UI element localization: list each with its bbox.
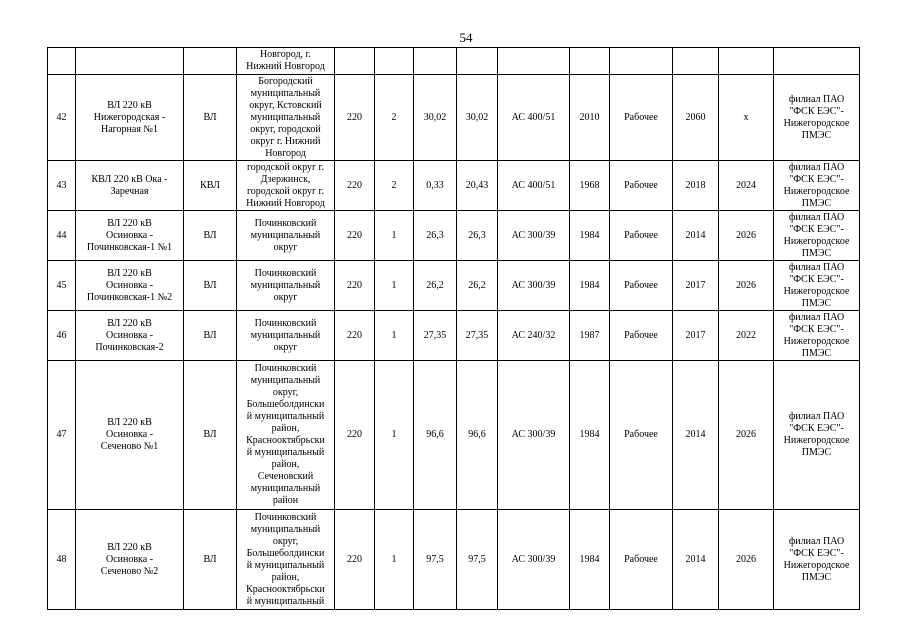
cell-type [184,48,237,75]
cell-circuits: 1 [375,510,414,610]
cell-length-1: 97,5 [414,510,457,610]
cell-voltage: 220 [335,311,375,361]
cell-wire-grade: АС 400/51 [498,75,570,161]
cell-line-name: КВЛ 220 кВ Ока - Заречная [76,161,184,211]
cell-length-2 [457,48,498,75]
cell-circuits: 1 [375,361,414,510]
cell-number: 44 [48,211,76,261]
cell-year-built: 1968 [570,161,610,211]
cell-voltage: 220 [335,261,375,311]
cell-length-1: 30,02 [414,75,457,161]
cell-status [610,48,673,75]
cell-wire-grade: АС 300/39 [498,510,570,610]
cell-line-name: ВЛ 220 кВ Осиновка - Починковская-1 №2 [76,261,184,311]
cell-year-2: 2014 [673,211,719,261]
cell-length-2: 27,35 [457,311,498,361]
cell-line-name: ВЛ 220 кВ Осиновка - Починковская-2 [76,311,184,361]
data-table [47,47,860,610]
cell-length-2: 96,6 [457,361,498,510]
cell-number: 45 [48,261,76,311]
table-row [48,311,860,361]
cell-type: ВЛ [184,75,237,161]
cell-year-2: 2060 [673,75,719,161]
cell-voltage: 220 [335,361,375,510]
cell-voltage: 220 [335,161,375,211]
cell-territory: Починковский муниципальный округ, Большеболдински й муниципальный район, Краснооктябрьски й муниципальный [237,510,335,610]
table-row [48,361,860,510]
cell-year-built: 1984 [570,261,610,311]
cell-type: ВЛ [184,361,237,510]
cell-status: Рабочее [610,261,673,311]
cell-voltage [335,48,375,75]
cell-length-2: 97,5 [457,510,498,610]
cell-line-name: ВЛ 220 кВ Осиновка - Сеченово №2 [76,510,184,610]
cell-owner: филиал ПАО "ФСК ЕЭС"- Нижегородское ПМЭС [774,361,860,510]
cell-number: 42 [48,75,76,161]
cell-length-1: 96,6 [414,361,457,510]
cell-year-built: 1984 [570,510,610,610]
cell-owner: филиал ПАО "ФСК ЕЭС"- Нижегородское ПМЭС [774,510,860,610]
cell-number: 47 [48,361,76,510]
cell-length-2: 20,43 [457,161,498,211]
cell-type: ВЛ [184,311,237,361]
cell-status: Рабочее [610,211,673,261]
cell-year-2: 2014 [673,361,719,510]
cell-owner [774,48,860,75]
table-row [48,161,860,211]
cell-line-name [76,48,184,75]
cell-year-2: 2018 [673,161,719,211]
cell-year-built: 1984 [570,361,610,510]
cell-status: Рабочее [610,75,673,161]
cell-year-3: 2026 [719,510,774,610]
table-row [48,261,860,311]
cell-circuits: 2 [375,161,414,211]
cell-circuits: 1 [375,211,414,261]
cell-owner: филиал ПАО "ФСК ЕЭС"- Нижегородское ПМЭС [774,261,860,311]
cell-year-3 [719,48,774,75]
cell-year-3: х [719,75,774,161]
cell-type: КВЛ [184,161,237,211]
cell-territory: Богородский муниципальный округ, Кстовский муниципальный округ, городской округ г. Нижний Новгород [237,75,335,161]
page-number: 54 [459,30,473,45]
table-row [48,211,860,261]
cell-line-name: ВЛ 220 кВ Нижегородская - Нагорная №1 [76,75,184,161]
cell-year-3: 2026 [719,211,774,261]
table-row [48,75,860,161]
cell-territory: Новгород, г. Нижний Новгород [237,48,335,75]
cell-type: ВЛ [184,211,237,261]
cell-wire-grade: АС 300/39 [498,211,570,261]
cell-year-3: 2024 [719,161,774,211]
cell-type: ВЛ [184,261,237,311]
cell-year-2 [673,48,719,75]
cell-voltage: 220 [335,211,375,261]
cell-year-built: 2010 [570,75,610,161]
cell-year-2: 2017 [673,261,719,311]
cell-territory: Починковский муниципальный округ [237,211,335,261]
cell-number: 46 [48,311,76,361]
cell-territory: Починковский муниципальный округ, Большеболдински й муниципальный район, Краснооктябрьски й муниципальный район, Сеченовский муниципальный район [237,361,335,510]
cell-status: Рабочее [610,361,673,510]
cell-year-built: 1984 [570,211,610,261]
cell-length-1: 26,2 [414,261,457,311]
cell-year-2: 2014 [673,510,719,610]
cell-status: Рабочее [610,510,673,610]
cell-year-built [570,48,610,75]
cell-wire-grade: АС 300/39 [498,261,570,311]
cell-year-3: 2026 [719,361,774,510]
cell-voltage: 220 [335,510,375,610]
cell-length-2: 26,2 [457,261,498,311]
cell-year-built: 1987 [570,311,610,361]
cell-circuits [375,48,414,75]
cell-year-3: 2026 [719,261,774,311]
cell-line-name: ВЛ 220 кВ Осиновка - Сеченово №1 [76,361,184,510]
table-row [48,510,860,610]
cell-owner: филиал ПАО "ФСК ЕЭС"- Нижегородское ПМЭС [774,75,860,161]
cell-number: 48 [48,510,76,610]
cell-length-1 [414,48,457,75]
cell-number [48,48,76,75]
cell-wire-grade: АС 240/32 [498,311,570,361]
cell-wire-grade: АС 400/51 [498,161,570,211]
cell-number: 43 [48,161,76,211]
cell-voltage: 220 [335,75,375,161]
cell-owner: филиал ПАО "ФСК ЕЭС"- Нижегородское ПМЭС [774,161,860,211]
cell-territory: городской округ г. Дзержинск, городской округ г. Нижний Новгород [237,161,335,211]
cell-circuits: 1 [375,261,414,311]
cell-year-3: 2022 [719,311,774,361]
cell-status: Рабочее [610,311,673,361]
cell-length-2: 30,02 [457,75,498,161]
cell-territory: Починковский муниципальный округ [237,311,335,361]
cell-owner: филиал ПАО "ФСК ЕЭС"- Нижегородское ПМЭС [774,211,860,261]
cell-length-1: 27,35 [414,311,457,361]
table-row [48,48,860,75]
cell-type: ВЛ [184,510,237,610]
cell-year-2: 2017 [673,311,719,361]
cell-owner: филиал ПАО "ФСК ЕЭС"- Нижегородское ПМЭС [774,311,860,361]
cell-status: Рабочее [610,161,673,211]
cell-circuits: 1 [375,311,414,361]
cell-length-1: 0,33 [414,161,457,211]
cell-wire-grade: АС 300/39 [498,361,570,510]
cell-circuits: 2 [375,75,414,161]
cell-length-1: 26,3 [414,211,457,261]
cell-length-2: 26,3 [457,211,498,261]
cell-wire-grade [498,48,570,75]
cell-territory: Починковский муниципальный округ [237,261,335,311]
cell-line-name: ВЛ 220 кВ Осиновка - Починковская-1 №1 [76,211,184,261]
